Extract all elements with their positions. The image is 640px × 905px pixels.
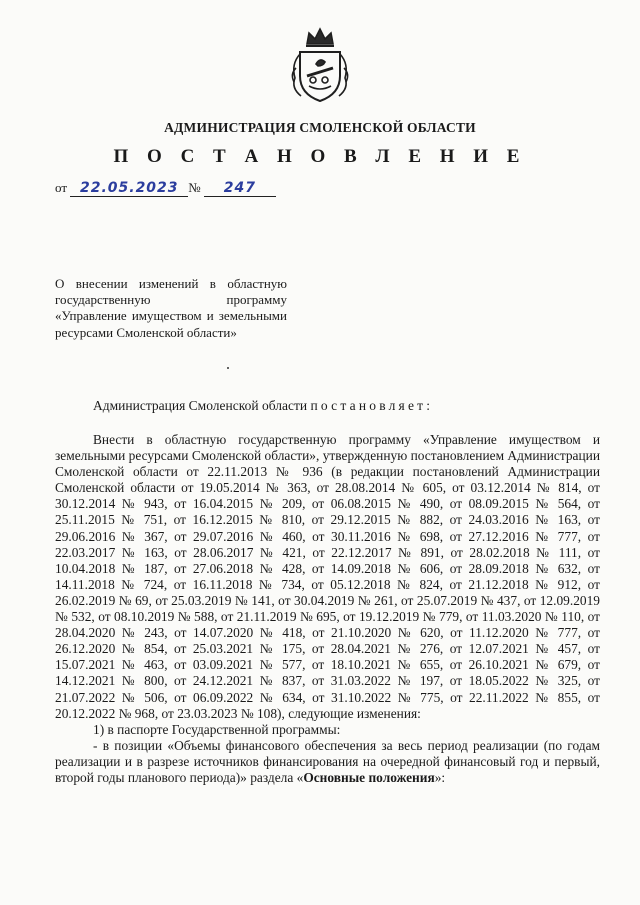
preamble-resolves: постановляет: bbox=[310, 398, 434, 413]
paragraph-3-end: »: bbox=[434, 769, 446, 785]
preamble bbox=[93, 398, 433, 414]
stray-dot bbox=[227, 367, 229, 369]
number-sign: № bbox=[188, 180, 201, 195]
coat-of-arms-emblem bbox=[287, 24, 353, 106]
date-prefix: от bbox=[55, 180, 68, 195]
document-type-title: П О С Т А Н О В Л Е Н И Е bbox=[113, 146, 527, 167]
paragraph-3-bold: Основные положения bbox=[303, 769, 435, 785]
body-paragraph-3 bbox=[55, 738, 600, 786]
paragraph-3-text: - в позиции «Объемы финансового обеспечения за весь период реализации (по годам реализации и в разрезе источников финансирования на очередной финансовый год и первый, второй годы планового периода)» раздела « bbox=[55, 737, 600, 785]
preamble-lead: Администрация Смоленской области bbox=[93, 398, 311, 413]
handwritten-number: 247 bbox=[204, 180, 276, 197]
handwritten-date: 22.05.2023 bbox=[70, 180, 188, 197]
date-number-line bbox=[55, 180, 276, 197]
body-paragraph-2: 1) в паспорте Государственной программы: bbox=[93, 721, 341, 737]
organization-title: АДМИНИСТРАЦИЯ СМОЛЕНСКОЙ ОБЛАСТИ bbox=[164, 120, 476, 135]
document-subject: О внесении изменений в областную государственную программу «Управление имуществом и земельными ресурсами Смоленской области» bbox=[55, 276, 287, 340]
document-body bbox=[55, 432, 600, 786]
body-paragraph-1: Внести в областную государственную программу «Управление имуществом и земельными ресурсами Смоленской области», утвержденную постановлением Администрации Смоленской области от 22.11.2013 № 936 (в редакции постановлений Администрации Смоленской области от 19.05.2014 № 363, от 28.08.2014 № 605, от 03.12.2014 № 814, от 30.12.2014 № 943, от 16.04.2015 № 209, от 06.08.2015 № 490, от 08.09.2015 № 564, от 25.11.2015 № 751, от 16.12.2015 № 810, от 29.12.2015 № 882, от 24.03.2016 № 163, от 29.06.2016 № 367, от 29.07.2016 № 460, от 30.11.2016 № 698, от 27.12.2016 № 777, от 22.03.2017 № 163, от 28.06.2017 № 421, от 22.12.2017 № 891, от 28.02.2018 № 111, от 10.04.2018 № 187, от 27.06.2018 № 428, от 14.09.2018 № 606, от 28.09.2018 № 632, от 14.11.2018 № 724, от 16.11.2018 № 734, от 05.12.2018 № 824, от 21.12.2018 № 912, от 26.02.2019 № 69, от 25.03.2019 № 141, от 30.04.2019 № 261, от 25.07.2019 № 437, от 12.09.2019 № 532, от 08.10.2019 № 588, от 21.11.2019 № 695, от 19.12.2019 № 779, от 11.03.2020 № 110, от 28.04.2020 № 243, от 14.07.2020 № 418, от 21.10.2020 № 620, от 11.12.2020 № 777, от 26.12.2020 № 854, от 25.03.2021 № 175, от 28.04.2021 № 276, от 12.07.2021 № 457, от 15.07.2021 № 463, от 03.09.2021 № 577, от 18.10.2021 № 655, от 26.10.2021 № 679, от 14.12.2021 № 800, от 24.12.2021 № 837, от 31.03.2022 № 197, от 18.05.2022 № 325, от 21.07.2022 № 506, от 06.09.2022 № 634, от 31.10.2022 № 775, от 22.11.2022 № 855, от 20.12.2022 № 968, от 23.03.2023 № 108), следующие изменения: bbox=[55, 432, 600, 721]
